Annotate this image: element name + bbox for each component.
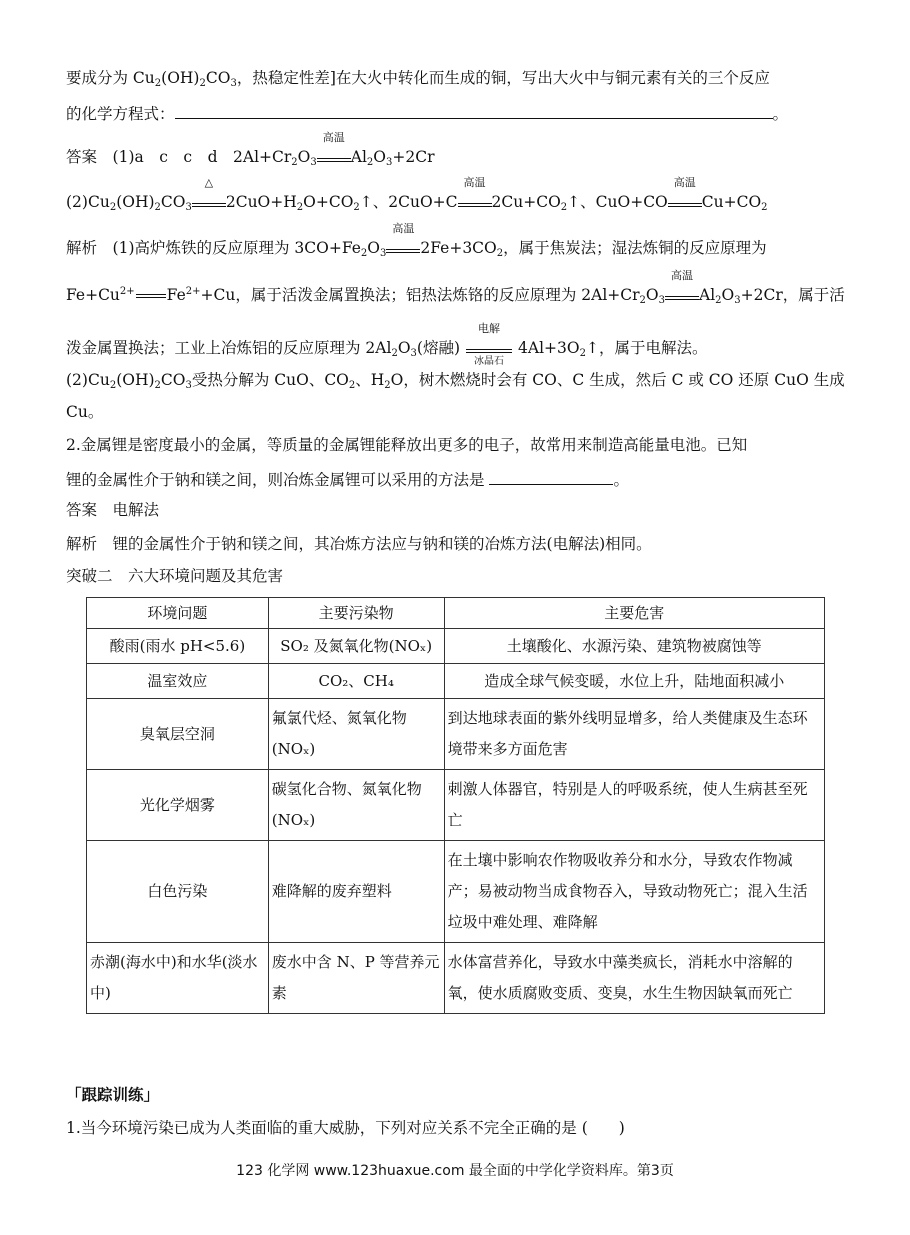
ion-charge: 2+: [119, 286, 135, 297]
question-2-line-1: [66, 433, 844, 457]
analysis-text: (1)高炉炼铁的反应原理为 3CO+Fe: [112, 239, 361, 257]
analysis-text: O: [645, 286, 659, 304]
table-cell-harm: 刺激人体器官，特别是人的呼吸系统，使人生病甚至死亡: [444, 770, 824, 841]
table-row: [87, 699, 825, 770]
environment-table: [86, 597, 825, 1014]
analysis-text: 4Al+3O: [518, 339, 580, 357]
condition-label: 高温: [322, 131, 345, 144]
analysis-text: +Cu，属于活泼金属置换法；铝热法炼铬的反应原理为 2Al+Cr: [200, 286, 640, 304]
question-text: 锂的金属性介于钠和镁之间，则冶炼金属锂可以采用的方法是: [66, 471, 485, 489]
analysis-text: 、H: [355, 371, 385, 389]
intro-text: (OH): [161, 69, 200, 87]
punct: 。: [772, 105, 789, 123]
answer-text: 2CuO+H: [225, 193, 297, 211]
answer-text: Al: [350, 148, 367, 166]
analysis-5: [66, 532, 844, 556]
analysis-text: (2)Cu: [66, 371, 110, 389]
table-header: 环境问题: [87, 598, 269, 629]
intro-text: ，热稳定性差]在大火中转化而生成的铜，写出大火中与铜元素有关的三个反应: [236, 69, 770, 87]
table-cell-issue: 光化学烟雾: [87, 770, 269, 841]
answer-blank[interactable]: [489, 466, 613, 485]
condition-label: 高温: [463, 176, 486, 189]
table-cell-issue: 酸雨(雨水 pH<5.6): [87, 629, 269, 664]
answer-label: 答案: [66, 501, 98, 519]
reaction-condition: [458, 176, 492, 207]
analysis-label: 解析: [66, 535, 98, 553]
table-cell-pollutant: 氟氯代烃、氮氧化物(NOₓ): [268, 699, 444, 770]
table-cell-harm: 造成全球气候变暖，水位上升，陆地面积减小: [444, 664, 824, 699]
analysis-text: Fe+Cu: [66, 286, 120, 304]
answer-2: $(2)Cu_2(OH)_2CO_3$ △ $2CuO+H_2O+CO_2↑$、2CuO+C 高温 $2Cu+CO_2↑$、CuO+CO 高温 $Cu+CO_2$: [66, 176, 768, 213]
analysis-label: 解析: [66, 239, 98, 257]
table-cell-harm: 水体富营养化，导致水中藻类疯长，消耗水中溶解的氧，使水质腐败变质、变臭，水生生物因缺氧而死亡: [444, 943, 824, 1014]
answer-text: (2)Cu: [66, 193, 110, 211]
question-1: [66, 1116, 844, 1140]
condition-label: 电解: [478, 322, 501, 335]
intro-text: 要成分为 Cu: [66, 69, 155, 87]
answer-label: 答案: [66, 148, 98, 166]
analysis-text: 受热分解为 CuO、CO: [191, 371, 349, 389]
analysis-3: 泼金属置换法；工业上冶炼铝的反应原理为 $2Al_2O_3$(熔融) 电解 冰晶石 $4Al+3O_2↑$，属于电解法。: [66, 322, 708, 367]
table-cell-harm: 到达地球表面的紫外线明显增多，给人类健康及生态环境带来多方面危害: [444, 699, 824, 770]
answer-text: O+CO: [303, 193, 354, 211]
table-cell-issue: 赤潮(海水中)和水华(淡水中): [87, 943, 269, 1014]
analysis-text: (熔融): [416, 339, 461, 357]
answer-1: 答案 (1)a c c d $2Al+Cr_2O_3$ 高温 $Al_2O_3+2Cr$: [66, 131, 435, 168]
intro-line-1: 要成分为 $Cu_2(OH)_2CO_3$，热稳定性差]在大火中转化而生成的铜，写出大火中与铜元素有关的三个反应: [66, 69, 770, 89]
page-footer: 123 化学网 www.123huaxue.com 最全面的中学化学资料库。第3页: [236, 1163, 674, 1179]
answer-text: (OH): [116, 193, 155, 211]
answer-text: (1)a c c d 2Al+Cr: [112, 148, 292, 166]
equals-sign: [136, 294, 166, 298]
answer-text: 2Cu+CO: [491, 193, 561, 211]
reaction-condition: [317, 131, 351, 162]
table-cell-issue: 白色污染: [87, 841, 269, 943]
analysis-text: Cu。: [66, 403, 104, 421]
reaction-condition: [386, 222, 420, 253]
analysis-text: O: [397, 339, 411, 357]
table-row: [87, 629, 825, 664]
ion-charge: 2+: [185, 286, 201, 297]
analysis-text: ，属于焦炭法；湿法炼铜的反应原理为: [503, 239, 767, 257]
table-cell-pollutant: 废水中含 N、P 等营养元素: [268, 943, 444, 1014]
table-cell-pollutant: 难降解的废弃塑料: [268, 841, 444, 943]
section-title: [66, 564, 844, 588]
analysis-text: O，树木燃烧时会有 CO、C 生成，然后 C 或 CO 还原 CuO 生成: [390, 371, 845, 389]
reaction-condition: [192, 176, 226, 207]
training-title: 「跟踪训练」: [66, 1085, 160, 1104]
analysis-4-cont: [66, 400, 844, 424]
question-text: 1.当今环境污染已成为人类面临的重大威胁，下列对应关系不完全正确的是 ( ): [66, 1119, 625, 1137]
table-row: [87, 770, 825, 841]
answer-text: ↑、2CuO+C: [359, 193, 458, 211]
table-cell-issue: 温室效应: [87, 664, 269, 699]
table-cell-harm: 在土壤中影响农作物吸收养分和水分，导致农作物减产；易被动物当成食物吞入，导致动物死亡；混入生活垃圾中难处理、难降解: [444, 841, 824, 943]
table-row: [87, 943, 825, 1014]
table-cell-issue: 臭氧层空洞: [87, 699, 269, 770]
question-2-line-2: [66, 466, 844, 492]
condition-label: △: [204, 176, 214, 189]
table-cell-pollutant: SO₂ 及氮氧化物(NOₓ): [268, 629, 444, 664]
table-cell-pollutant: 碳氢化合物、氮氧化物(NOₓ): [268, 770, 444, 841]
answer-blank[interactable]: [175, 100, 773, 119]
reaction-condition: [466, 322, 512, 367]
answer-text: 电解法: [112, 501, 160, 519]
answer-text: O: [297, 148, 311, 166]
analysis-text: (OH): [116, 371, 155, 389]
punct: 。: [613, 471, 629, 489]
condition-label: 冰晶石: [474, 356, 505, 367]
analysis-text: O: [367, 239, 381, 257]
intro-text: 的化学方程式：: [66, 105, 175, 123]
answer-3: [66, 498, 844, 522]
condition-label: 高温: [671, 269, 694, 282]
analysis-2: $Fe+Cu^{2+}$ $Fe^{2+}+Cu$，属于活泼金属置换法；铝热法炼铬的反应原理为 $2Al+Cr_2O_3$ 高温 $Al_2O_3+2Cr$，属于活: [66, 269, 845, 306]
condition-label: 高温: [392, 222, 415, 235]
analysis-text: +2Cr，属于活: [740, 286, 845, 304]
answer-text: O: [373, 148, 386, 166]
table-header-row: [87, 598, 825, 629]
analysis-text: 锂的金属性介于钠和镁之间，其冶炼方法应与钠和镁的冶炼方法(电解法)相同。: [112, 535, 652, 553]
analysis-text: CO: [160, 371, 186, 389]
table-row: [87, 664, 825, 699]
table-row: [87, 841, 825, 943]
reaction-condition: [665, 269, 699, 300]
table-header: 主要污染物: [268, 598, 444, 629]
reaction-condition: [668, 176, 702, 207]
analysis-text: Fe: [166, 286, 186, 304]
table-cell-harm: 土壤酸化、水源污染、建筑物被腐蚀等: [444, 629, 824, 664]
intro-line-2: [66, 100, 844, 126]
table-header: 主要危害: [444, 598, 824, 629]
analysis-1: 解析 (1)高炉炼铁的反应原理为 $3CO+Fe_2O_3$ 高温 $2Fe+3CO_2$，属于焦炭法；湿法炼铜的反应原理为: [66, 222, 767, 259]
question-text: 2.金属锂是密度最小的金属，等质量的金属锂能释放出更多的电子，故常用来制造高能量电池。已知: [66, 436, 748, 454]
table-cell-pollutant: CO₂、CH₄: [268, 664, 444, 699]
training-heading: [66, 1083, 844, 1107]
answer-text: CO: [160, 193, 186, 211]
analysis-text: O: [721, 286, 735, 304]
analysis-text: ↑，属于电解法。: [585, 339, 708, 357]
section-heading: 突破二 六大环境问题及其危害: [66, 567, 284, 585]
answer-text: +2Cr: [392, 148, 435, 166]
analysis-text: Al: [699, 286, 716, 304]
intro-text: CO: [205, 69, 231, 87]
analysis-text: 泼金属置换法；工业上冶炼铝的反应原理为 2Al: [66, 339, 392, 357]
condition-label: 高温: [673, 176, 696, 189]
answer-text: Cu+CO: [701, 193, 762, 211]
analysis-4: $(2)Cu_2(OH)_2CO_3$受热分解为 CuO、$CO_2$、$H_2O$，树木燃烧时会有 CO、C 生成，然后 C 或 CO 还原 CuO 生成: [66, 371, 845, 391]
answer-text: ↑、CuO+CO: [567, 193, 668, 211]
analysis-text: 2Fe+3CO: [420, 239, 497, 257]
